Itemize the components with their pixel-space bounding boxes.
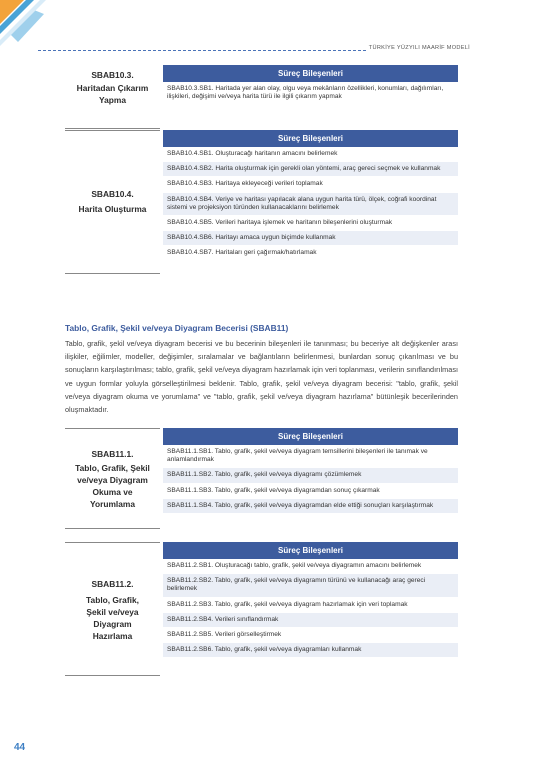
divider	[65, 130, 160, 131]
divider	[65, 128, 160, 129]
section-title: Tablo, Grafik, Şekil ve/veya Diyagram Becerisi (SBAB11)	[65, 323, 289, 333]
skill-title: Haritadan Çıkarım Yapma	[76, 83, 149, 105]
skill-code: SBAB11.2.	[91, 579, 134, 589]
skill-code: SBAB11.1.	[91, 449, 134, 459]
table-row: SBAB11.2.SB6. Tablo, grafik, şekil ve/veya diyagramları kullanmak	[163, 643, 458, 658]
table-header: Süreç Bileşenleri	[163, 130, 458, 147]
divider	[65, 428, 160, 429]
table-row: SBAB11.1.SB2. Tablo, grafik, şekil ve/veya diyagramı çözümlemek	[163, 468, 458, 483]
skill-title: Harita Oluşturma	[78, 204, 147, 214]
divider	[65, 273, 160, 274]
table-row: SBAB10.4.SB5. Verileri haritaya işlemek ve haritanın bileşenlerini oluşturmak	[163, 216, 458, 231]
table-row: SBAB11.1.SB1. Tablo, grafik, şekil ve/veya diyagram temsillerini bileşenleri ile tanımak ve anlamlandırmak	[163, 445, 458, 468]
table-header: Süreç Bileşenleri	[163, 428, 458, 445]
table-row: SBAB10.4.SB3. Haritaya ekleyeceği verileri toplamak	[163, 177, 458, 192]
table-row: SBAB11.1.SB4. Tablo, grafik, şekil ve/veya diyagramdan elde ettiği sonuçları karşılaştırmak	[163, 499, 458, 514]
process-table	[163, 65, 458, 105]
process-table	[163, 542, 458, 658]
divider	[65, 542, 160, 543]
divider	[65, 528, 160, 529]
skill-code: SBAB10.4.	[91, 189, 134, 199]
process-table	[163, 428, 458, 514]
table-row: SBAB11.2.SB5. Verileri görselleştirmek	[163, 628, 458, 643]
table-row: SBAB11.2.SB3. Tablo, grafik, şekil ve/veya diyagram hazırlamak için veri toplamak	[163, 598, 458, 613]
header-title: TÜRKİYE YÜZYILI MAARİF MODELİ	[368, 45, 470, 51]
table-row: SBAB11.2.SB4. Verileri sınıflandırmak	[163, 613, 458, 628]
divider	[65, 675, 160, 676]
table-row: SBAB10.4.SB1. Oluşturacağı haritanın amacını belirlemek	[163, 147, 458, 162]
table-row: SBAB10.4.SB4. Veriye ve haritası yapılacak alana uygun harita türü, ölçek, coğrafi koordinat sistemi ve projeksiyon türünden kullanacaklarını belirlemek	[163, 193, 458, 216]
skill-code: SBAB10.3.	[91, 70, 134, 80]
table-row: SBAB11.1.SB3. Tablo, grafik, şekil ve/veya diyagramdan sonuç çıkarmak	[163, 484, 458, 499]
skill-title: Tablo, Grafik, Şekil ve/veya Diyagram Okuma ve Yorumlama	[75, 463, 150, 509]
process-table	[163, 130, 458, 262]
header-rule	[38, 50, 366, 51]
table-row: SBAB10.4.SB7. Haritaları geri çağırmak/hatırlamak	[163, 246, 458, 261]
page-number: 44	[14, 742, 26, 753]
table-row: SBAB11.2.SB1. Oluşturacağı tablo, grafik, şekil ve/veya diyagramın amacını belirlemek	[163, 559, 458, 574]
table-header: Süreç Bileşenleri	[163, 542, 458, 559]
table-row: SBAB10.4.SB2. Harita oluşturmak için gerekli olan yöntemi, araç gereci seçmek ve kullanmak	[163, 162, 458, 177]
skill-title: Tablo, Grafik, Şekil ve/veya Diyagram Hazırlama	[86, 595, 139, 641]
table-row: SBAB10.3.SB1. Haritada yer alan olay, olgu veya mekânların özellikleri, konumları, dağılımları, ilişkileri, değişimi ve/veya harita türü ile ilgili çıkarım yapmak	[163, 82, 458, 105]
table-row: SBAB10.4.SB6. Haritayı amaca uygun biçimde kullanmak	[163, 231, 458, 246]
table-header: Süreç Bileşenleri	[163, 65, 458, 82]
corner-decoration	[0, 0, 60, 60]
section-body: Tablo, grafik, şekil ve/veya diyagram becerisi ve bu becerinin bileşenleri ile tanınması; bu beceriye alt değişkenler arası ilişkiler, eğilimler, modeller, değişimler, sıralamalar ve bağlantıların belirlenmesi, bunlardan sonuç çıkarılması ve bu sonuçların karşılaştırılması; tablo, grafik, şekil ve/veya diyagram hazırlamak için veri toplanması, verilerin sınıflandırılması ve uygun formlar yoluyla görselleştirilmesi beklenir. Tablo, grafik, şekil ve/veya diyagram becerisi: "tablo, grafik, şekil ve/veya diyagram okuma ve yorumlama" ve "tablo, grafik, şekil ve/veya diyagram hazırlama" bütünleşik becerilerinden oluşmaktadır.	[65, 339, 458, 415]
table-row: SBAB11.2.SB2. Tablo, grafik, şekil ve/veya diyagramın türünü ve kullanacağı araç gereci belirlemek	[163, 574, 458, 597]
